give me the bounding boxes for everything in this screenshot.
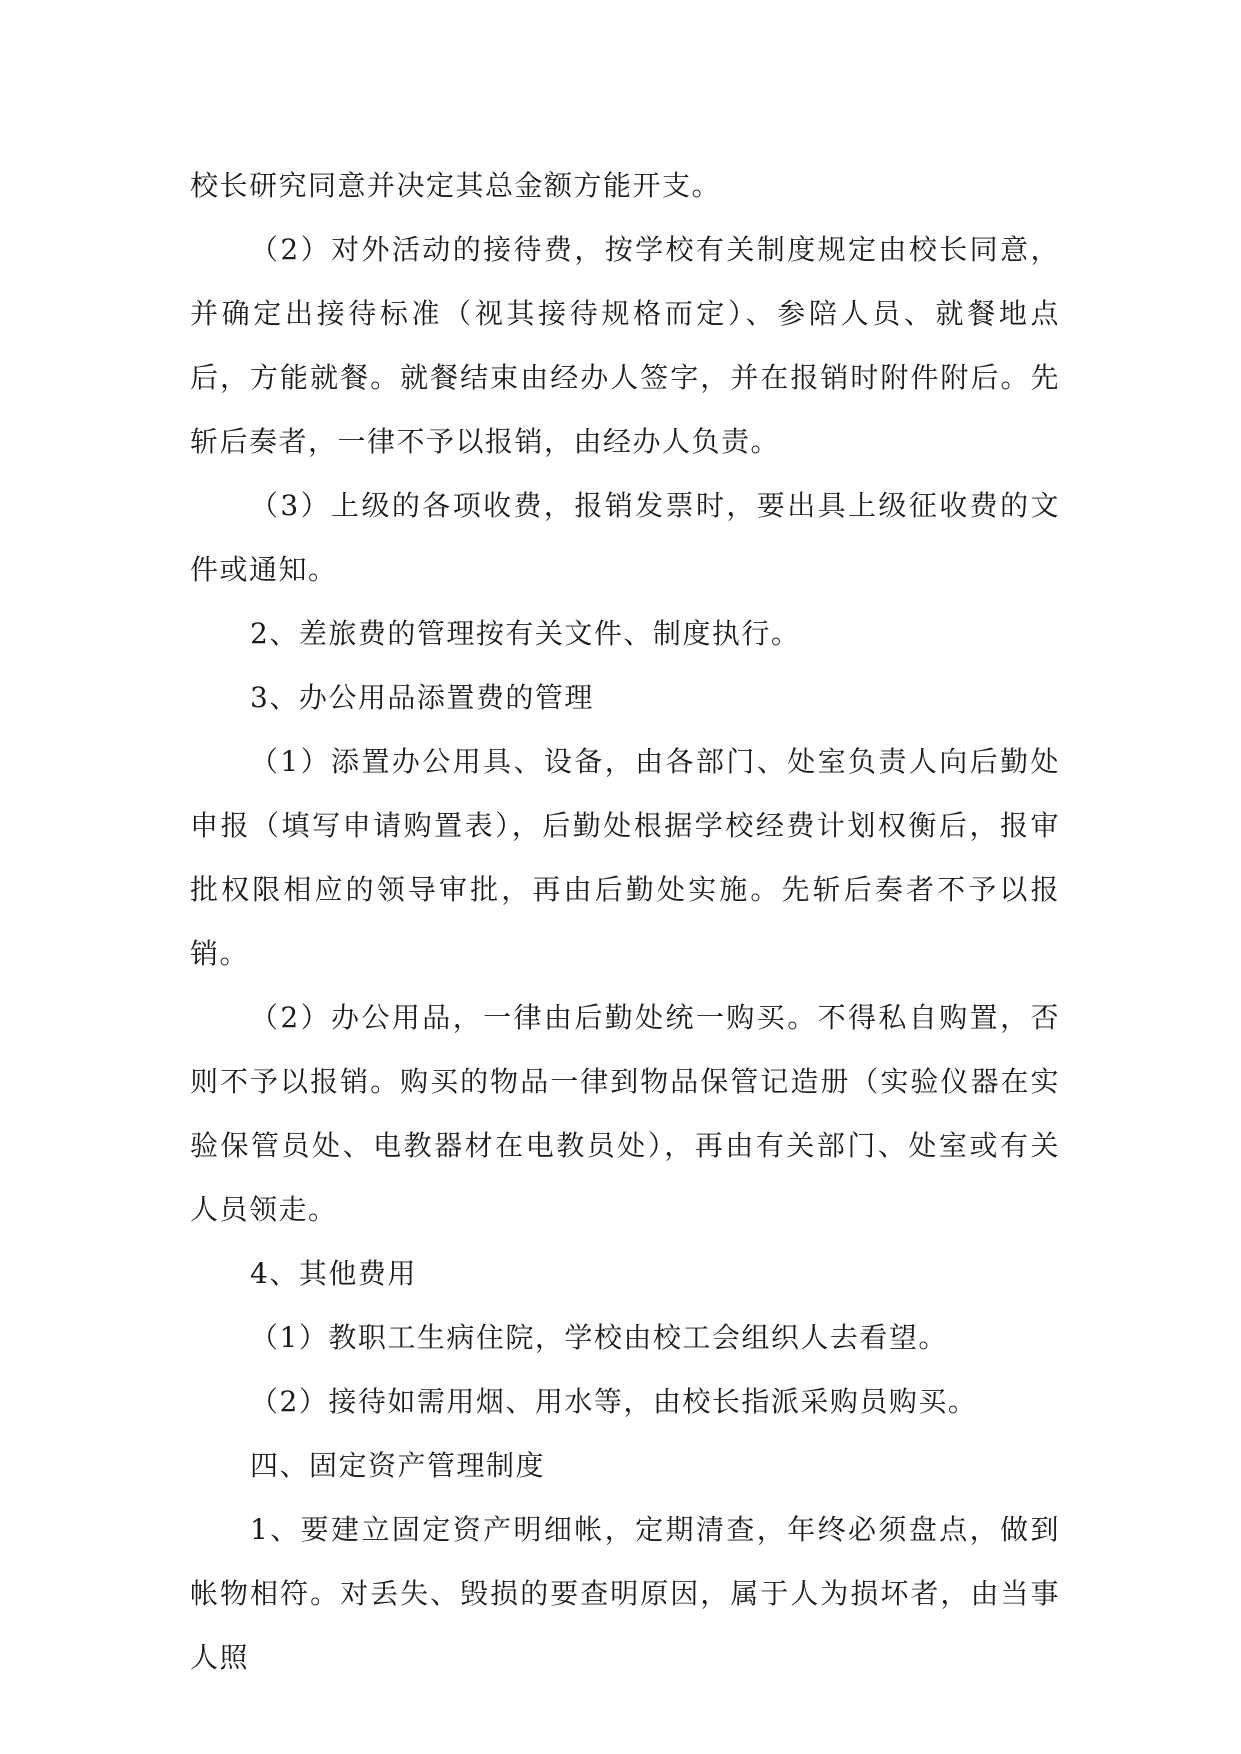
heading-other-expenses: 4、其他费用 xyxy=(250,1257,417,1290)
paragraph-superior-fees: （3）上级的各项收费，报销发票时，要出具上级征收费的文件或通知。 xyxy=(190,489,1060,586)
paragraph-reception-fee: （2）对外活动的接待费，按学校有关制度规定由校长同意，并确定出接待标准（视其接待规格而定）、参陪人员、就餐地点后，方能就餐。就餐结束由经办人签字，并在报销时附件附后。先斩后奏者，一律不予以报销，由经办人负责。 xyxy=(190,233,1060,458)
paragraph-reception-supplies: （2）接待如需用烟、用水等，由校长指派采购员购买。 xyxy=(250,1385,978,1418)
paragraph-fixed-assets-ledger: 1、要建立固定资产明细帐，定期清查，年终必须盘点，做到帐物相符。对丢失、毁损的要查明原因，属于人为损坏者，由当事人照 xyxy=(190,1513,1060,1674)
paragraph-office-purchasing: （2）办公用品，一律由后勤处统一购买。不得私自购置，否则不予以报销。购买的物品一律到物品保管记造册（实验仪器在实验保管员处、电教器材在电教员处），再由有关部门、处室或有关人员领走。 xyxy=(190,1001,1060,1226)
paragraph-office-equipment: （1）添置办公用具、设备，由各部门、处室负责人向后勤处申报（填写申请购置表），后勤处根据学校经费计划权衡后，报审批权限相应的领导审批，再由后勤处实施。先斩后奏者不予以报销。 xyxy=(190,745,1060,970)
heading-fixed-assets: 四、固定资产管理制度 xyxy=(250,1449,546,1482)
heading-office-supplies: 3、办公用品添置费的管理 xyxy=(250,681,594,714)
paragraph-travel-expenses: 2、差旅费的管理按有关文件、制度执行。 xyxy=(250,617,801,650)
paragraph-staff-illness: （1）教职工生病住院，学校由校工会组织人去看望。 xyxy=(250,1321,948,1354)
paragraph-continuation: 校长研究同意并决定其总金额方能开支。 xyxy=(190,169,722,202)
document-body xyxy=(190,154,1060,1690)
